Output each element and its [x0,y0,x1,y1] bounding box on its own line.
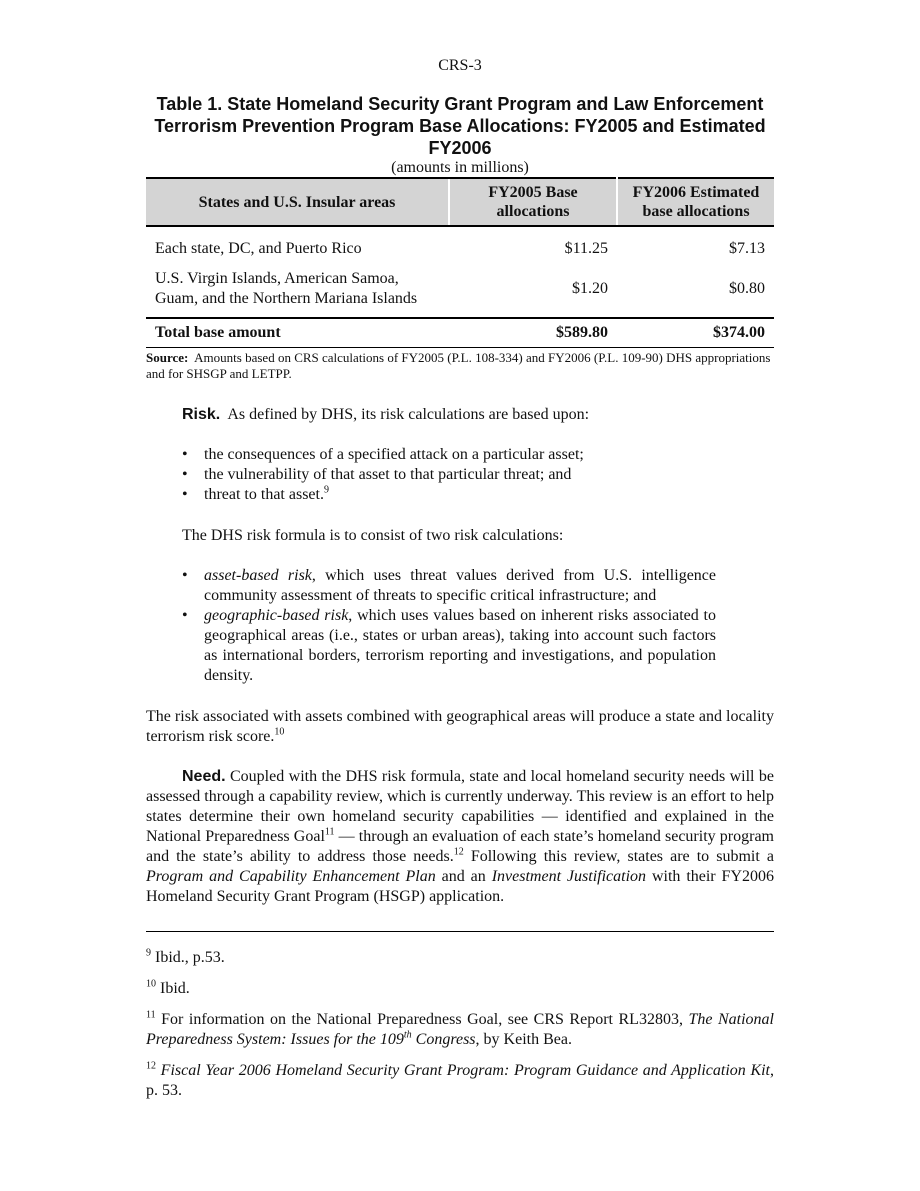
risk-calculations-list [182,566,716,686]
row-fy2006: $0.80 [729,280,765,297]
total-fy2005: $589.80 [449,318,617,348]
footnote-11: $^{11}$ For information on the National Preparedness Goal, see CRS Report RL32803, The National Preparedness System: Issues for the 109th Congress, by Keith Bea. [146,1009,774,1048]
combined-risk-paragraph: The risk associated with assets combined with geographical areas will produce a state and locality terrorism risk score.$^{10}$ [146,708,774,745]
row-label: U.S. Virgin Islands, American Samoa, Guam, and the Northern Mariana Islands [155,270,418,307]
row-label: Each state, DC, and Puerto Rico [155,240,362,257]
row-fy2005: $1.20 [572,280,608,297]
row-fy2006: $7.13 [729,240,765,257]
table-total-row [146,318,774,348]
calc-term: geographic-based risk [204,607,349,624]
bullet-icon: • [182,466,188,483]
bullet-icon: • [182,446,188,463]
bullet-icon: • [182,567,188,584]
total-label: Total base amount [146,318,449,348]
footnote-12: $^{12}$ Fiscal Year 2006 Homeland Security Grant Program: Program Guidance and Application Kit, p. 53. [146,1060,774,1099]
table-source [146,350,774,382]
footnote-9: $^9$ Ibid., p.53. [146,947,225,966]
footnote-divider [146,931,774,932]
footnote-ref: 11 [324,826,335,838]
list-item: • the consequences of a specified attack on a particular asset; [182,446,584,463]
list-item: • threat to that asset.$^9$ [182,484,329,503]
footnote-ref: 12 [453,846,464,858]
table-row [146,226,774,267]
bullet-icon: • [182,486,188,503]
table-title: Table 1. State Homeland Security Grant Program and Law Enforcement Terrorism Prevention Program Base Allocations: FY2005 and Estimated FY2006 [154,94,766,158]
need-heading: Need. [182,768,226,785]
page-number: CRS-3 [438,57,482,74]
footnote-10: $^{10}$ Ibid. [146,978,190,997]
need-paragraph: Need. Coupled with the DHS risk formula, state and local homeland security needs will be assessed through a capability review, which is currently underway. This review is an effort to help states determine their own homeland security capabilities — identified and explained in the National Preparedness Goal$^{11}$ — through an evaluation of each state’s homeland security program and the state’s ability to address those needs.$^{12}$ Following this review, states are to submit a Program and Capability Enhancement Plan and an Investment Justification with their FY2006 Homeland Security Grant Program (HSGP) application. [146,768,775,905]
document-page [146,0,774,1101]
header-fy2005: FY2005 Base allocations [449,178,617,226]
row-fy2005: $11.25 [564,240,608,257]
list-item: • asset-based risk, which uses threat values derived from U.S. intelligence community assessment of threats to specific critical infrastructure; and [182,567,716,604]
risk-factors-list [182,445,716,505]
calc-term: asset-based risk [204,567,312,584]
header-states: States and U.S. Insular areas [146,178,449,226]
table-row [146,267,774,318]
header-fy2006: FY2006 Estimated base allocations [617,178,774,226]
footnote-ref: 9 [323,484,329,496]
list-item: • the vulnerability of that asset to that particular threat; and [182,466,572,483]
allocations-table [146,177,774,348]
total-fy2006: $374.00 [617,318,774,348]
risk-intro: As defined by DHS, its risk calculations are based upon: [227,406,590,423]
source-text: Amounts based on CRS calculations of FY2005 (P.L. 108-334) and FY2006 (P.L. 109-90) DHS appropriations and for SHSGP and LETPP. [146,350,771,381]
bullet-icon: • [182,607,188,624]
formula-intro: The DHS risk formula is to consist of two risk calculations: [182,527,564,544]
footnote-ref: 10 [274,726,285,738]
table-subtitle: (amounts in millions) [391,159,529,176]
risk-heading: Risk. [182,406,221,423]
list-item: • geographic-based risk, which uses values based on inherent risks associated to geographical areas (i.e., states or urban areas), taking into account such factors as international borders, terrorism reporting and investigations, and population density. [182,607,716,684]
source-label: Source: [146,350,189,365]
risk-paragraph [146,405,774,425]
